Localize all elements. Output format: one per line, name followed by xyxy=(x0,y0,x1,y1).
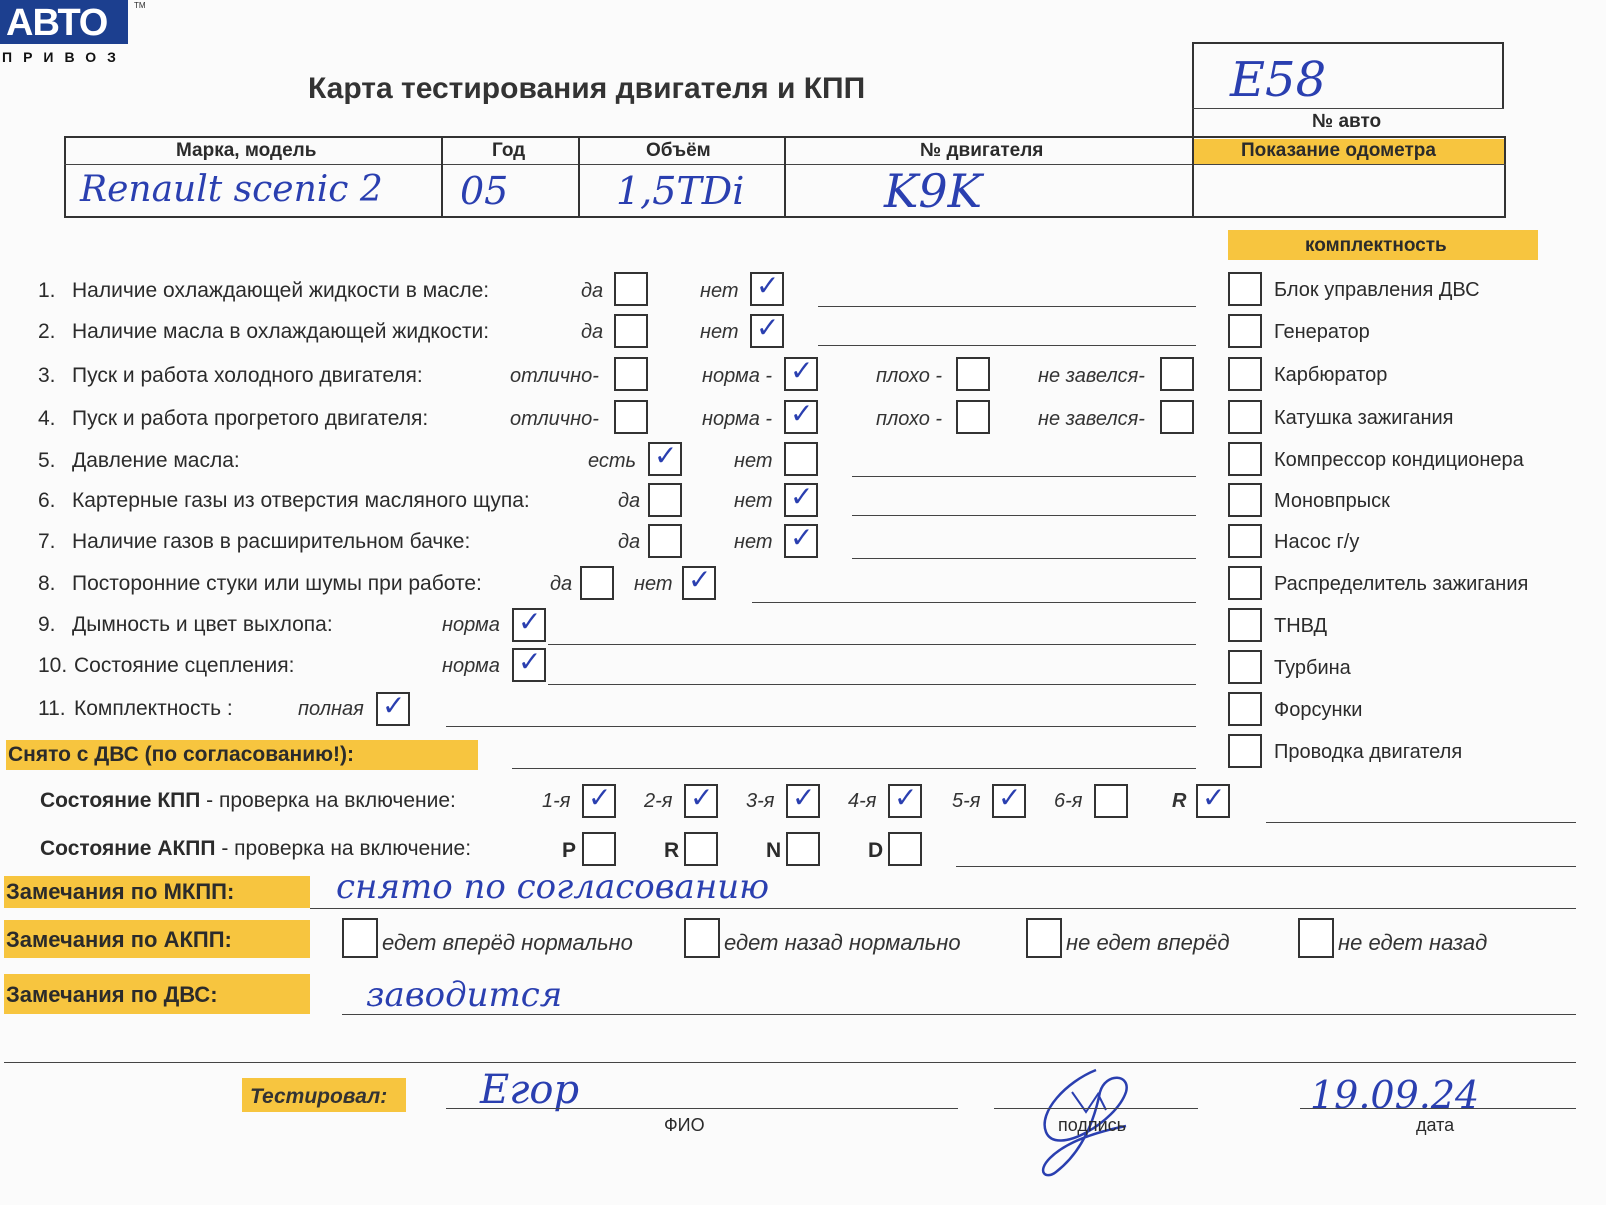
q6-opt2: нет xyxy=(734,490,773,512)
gear-r-box[interactable] xyxy=(1196,781,1230,818)
q3-bad-box[interactable] xyxy=(956,357,990,391)
check-mark: ✓ xyxy=(792,781,816,814)
removed-label: Снято с ДВС (по согласованию!): xyxy=(8,743,355,766)
q9-num: 9. xyxy=(38,613,56,636)
akpp-mode: D xyxy=(868,839,884,862)
komplekt-item: Катушка зажигания xyxy=(1274,407,1454,429)
q7-num: 7. xyxy=(38,530,56,553)
q5-no-box[interactable] xyxy=(784,442,818,476)
check-mark: ✓ xyxy=(756,311,780,344)
check-mark: ✓ xyxy=(790,354,814,387)
gear-label: 1-я xyxy=(542,790,571,812)
akpp-no-back-box[interactable] xyxy=(1298,918,1334,958)
q7-opt1: да xyxy=(618,531,641,553)
q4-text: Пуск и работа прогретого двигателя: xyxy=(72,407,429,430)
check-mark: ✓ xyxy=(756,269,780,302)
q7-text: Наличие газов в расширительном бачке: xyxy=(72,530,471,553)
q11-num: 11. xyxy=(38,697,66,720)
q8-num: 8. xyxy=(38,572,56,595)
q4-opt1: отлично- xyxy=(510,408,599,430)
q10-normal-box[interactable] xyxy=(512,645,546,682)
gear-1-box[interactable] xyxy=(582,781,616,818)
q11-text: Комплектность : xyxy=(74,697,233,720)
logo-top-text: АВТО xyxy=(6,2,108,44)
value-brand: Renault scenic 2 xyxy=(80,169,383,210)
akpp-p-box[interactable] xyxy=(582,832,616,866)
q2-no-box[interactable] xyxy=(750,311,784,348)
akpp-mode: P xyxy=(562,839,577,862)
check-mark: ✓ xyxy=(654,439,678,472)
komplekt-box-5[interactable] xyxy=(1228,442,1262,476)
q2-opt1: да xyxy=(581,321,604,343)
q7-no-box[interactable] xyxy=(784,521,818,558)
gear-2-box[interactable] xyxy=(684,781,718,818)
q3-opt4: не завелся- xyxy=(1038,365,1145,387)
remarks-mkpp-hand: снято по согласованию xyxy=(336,867,770,907)
odometer-label: Показание одометра xyxy=(1241,140,1436,161)
q3-nostart-box[interactable] xyxy=(1160,357,1194,391)
q8-no-box[interactable] xyxy=(682,563,716,600)
q4-excellent-box[interactable] xyxy=(614,400,648,434)
signature-label: подпись xyxy=(1058,1115,1127,1135)
komplekt-title: комплектность xyxy=(1305,235,1447,256)
akpp-forward-ok-box[interactable] xyxy=(342,918,378,958)
q7-opt2: нет xyxy=(734,531,773,553)
komplekt-box-11[interactable] xyxy=(1228,692,1262,726)
q5-yes-box[interactable] xyxy=(648,439,682,476)
q8-yes-box[interactable] xyxy=(580,566,614,600)
komplekt-box-2[interactable] xyxy=(1228,314,1262,348)
q8-opt2: нет xyxy=(634,573,673,595)
gear-label: R xyxy=(1172,790,1187,812)
q1-opt1: да xyxy=(581,280,604,302)
komplekt-item: Распределитель зажигания xyxy=(1274,573,1529,595)
gear-3-box[interactable] xyxy=(786,781,820,818)
header-year: Год xyxy=(492,140,526,161)
remarks-akpp-label: Замечания по АКПП: xyxy=(6,927,232,952)
q4-opt3: плохо - xyxy=(876,408,943,430)
gear-label: 3-я xyxy=(746,790,775,812)
komplekt-box-8[interactable] xyxy=(1228,566,1262,600)
q4-opt2: норма - xyxy=(702,408,773,430)
gear-6-box[interactable] xyxy=(1094,784,1128,818)
q4-opt4: не завелся- xyxy=(1038,408,1145,430)
logo xyxy=(0,0,146,65)
date-hand: 19.09.24 xyxy=(1310,1073,1480,1117)
logo-bottom-text: ПРИВОЗ xyxy=(2,49,127,65)
q10-num: 10. xyxy=(38,654,68,677)
gear-label: 4-я xyxy=(848,790,877,812)
q11-full-box[interactable] xyxy=(376,689,410,726)
komplekt-item: Карбюратор xyxy=(1274,364,1388,386)
gear-label: 2-я xyxy=(644,790,673,812)
komplekt-item: Компрессор кондиционера xyxy=(1274,449,1524,471)
q3-text: Пуск и работа холодного двигателя: xyxy=(72,364,423,387)
check-mark: ✓ xyxy=(790,480,814,513)
q1-text: Наличие охлаждающей жидкости в масле: xyxy=(72,279,490,302)
q1-no-box[interactable] xyxy=(750,269,784,306)
auto-number-hand: E58 xyxy=(1230,52,1327,108)
gear-label: 6-я xyxy=(1054,790,1083,812)
q3-excellent-box[interactable] xyxy=(614,357,648,391)
q4-normal-box[interactable] xyxy=(784,397,818,434)
komplekt-item: Генератор xyxy=(1274,321,1370,343)
check-mark: ✓ xyxy=(790,521,814,554)
komplekt-item: Блок управления ДВС xyxy=(1274,279,1480,301)
q3-num: 3. xyxy=(38,364,56,387)
komplekt-item: Форсунки xyxy=(1274,699,1363,721)
gear-5-box[interactable] xyxy=(992,781,1026,818)
q4-bad-box[interactable] xyxy=(956,400,990,434)
check-mark: ✓ xyxy=(382,689,406,722)
akpp-d-box[interactable] xyxy=(888,832,922,866)
komplekt-box-10[interactable] xyxy=(1228,650,1262,684)
q9-text: Дымность и цвет выхлопа: xyxy=(72,613,333,636)
fio-label: ФИО xyxy=(664,1115,705,1135)
q1-opt2: нет xyxy=(700,280,739,302)
akpp-remark-option: не едет вперёд xyxy=(1066,930,1230,955)
date-label: дата xyxy=(1416,1115,1455,1135)
remarks-mkpp-label: Замечания по МКПП: xyxy=(6,879,235,904)
auto-number-label: № авто xyxy=(1312,111,1382,132)
q2-num: 2. xyxy=(38,320,56,343)
tested-label: Тестировал: xyxy=(250,1085,388,1108)
gear-label: 5-я xyxy=(952,790,981,812)
q2-opt2: нет xyxy=(700,321,739,343)
check-mark: ✓ xyxy=(1202,781,1226,814)
q2-text: Наличие масла в охлаждающей жидкости: xyxy=(72,320,490,343)
q4-num: 4. xyxy=(38,407,56,430)
komplekt-box-4[interactable] xyxy=(1228,400,1262,434)
check-mark: ✓ xyxy=(688,563,712,596)
header-engine: № двигателя xyxy=(920,140,1044,161)
q1-num: 1. xyxy=(38,279,56,302)
q6-yes-box[interactable] xyxy=(648,483,682,517)
akpp-remark-option: не едет назад xyxy=(1338,930,1488,955)
check-mark: ✓ xyxy=(790,397,814,430)
remarks-dvs-hand: заводится xyxy=(366,975,563,1015)
check-mark: ✓ xyxy=(518,605,542,638)
q5-opt1: есть xyxy=(588,450,637,472)
header-brand: Марка, модель xyxy=(176,140,317,161)
komplekt-box-3[interactable] xyxy=(1228,357,1262,391)
q3-opt2: норма - xyxy=(702,365,773,387)
q5-num: 5. xyxy=(38,449,56,472)
check-mark: ✓ xyxy=(518,645,542,678)
q3-opt1: отлично- xyxy=(510,365,599,387)
q1-yes-box[interactable] xyxy=(614,272,648,306)
komplekt-item: Моновпрыск xyxy=(1274,490,1390,512)
komplekt-item: ТНВД xyxy=(1274,615,1328,637)
q3-normal-box[interactable] xyxy=(784,354,818,391)
q8-opt1: да xyxy=(550,573,573,595)
q9-normal-box[interactable] xyxy=(512,605,546,642)
akpp-remark-option: едет назад нормально xyxy=(724,930,961,955)
q2-yes-box[interactable] xyxy=(614,314,648,348)
komplekt-box-6[interactable] xyxy=(1228,483,1262,517)
komplekt-box-7[interactable] xyxy=(1228,524,1262,558)
q7-yes-box[interactable] xyxy=(648,524,682,558)
q5-opt2: нет xyxy=(734,450,773,472)
q10-opt1: норма xyxy=(442,655,500,677)
q5-text: Давление масла: xyxy=(72,449,240,472)
gear-4-box[interactable] xyxy=(888,781,922,818)
komplekt-box-9[interactable] xyxy=(1228,608,1262,642)
komplekt-item: Проводка двигателя xyxy=(1274,741,1463,763)
page-title: Карта тестирования двигателя и КПП xyxy=(308,72,866,105)
akpp-no-forward-box[interactable] xyxy=(1026,918,1062,958)
akpp-n-box[interactable] xyxy=(786,832,820,866)
komplekt-box-1[interactable] xyxy=(1228,272,1262,306)
q6-no-box[interactable] xyxy=(784,480,818,517)
q9-opt1: норма xyxy=(442,614,500,636)
akpp-r-box[interactable] xyxy=(684,832,718,866)
value-year: 05 xyxy=(460,169,509,213)
value-volume: 1,5TDi xyxy=(616,169,745,213)
komplekt-item: Насос г/у xyxy=(1274,531,1360,553)
check-mark: ✓ xyxy=(690,781,714,814)
q6-text: Картерные газы из отверстия масляного щупа: xyxy=(72,489,530,512)
akpp-remark-option: едет вперёд нормально xyxy=(382,930,633,955)
q8-text: Посторонние стуки или шумы при работе: xyxy=(72,572,482,595)
q6-num: 6. xyxy=(38,489,56,512)
akpp-back-ok-box[interactable] xyxy=(684,918,720,958)
remarks-dvs-label: Замечания по ДВС: xyxy=(6,982,218,1007)
kpp-label: Состояние КПП - проверка на включение: xyxy=(40,789,456,812)
tested-fio-hand: Егор xyxy=(480,1067,580,1113)
logo-tm: TM xyxy=(134,1,146,10)
check-mark: ✓ xyxy=(998,781,1022,814)
value-engine: K9K xyxy=(884,164,982,218)
q10-text: Состояние сцепления: xyxy=(74,654,295,677)
akpp-mode: R xyxy=(664,839,680,862)
check-mark: ✓ xyxy=(588,781,612,814)
akpp-label: Состояние АКПП - проверка на включение: xyxy=(40,837,472,860)
komplekt-item: Турбина xyxy=(1274,657,1351,679)
komplekt-box-12[interactable] xyxy=(1228,734,1262,768)
q4-nostart-box[interactable] xyxy=(1160,400,1194,434)
q3-opt3: плохо - xyxy=(876,365,943,387)
q11-opt1: полная xyxy=(298,698,364,720)
check-mark: ✓ xyxy=(894,781,918,814)
akpp-mode: N xyxy=(766,839,782,862)
header-volume: Объём xyxy=(646,140,711,161)
q6-opt1: да xyxy=(618,490,641,512)
